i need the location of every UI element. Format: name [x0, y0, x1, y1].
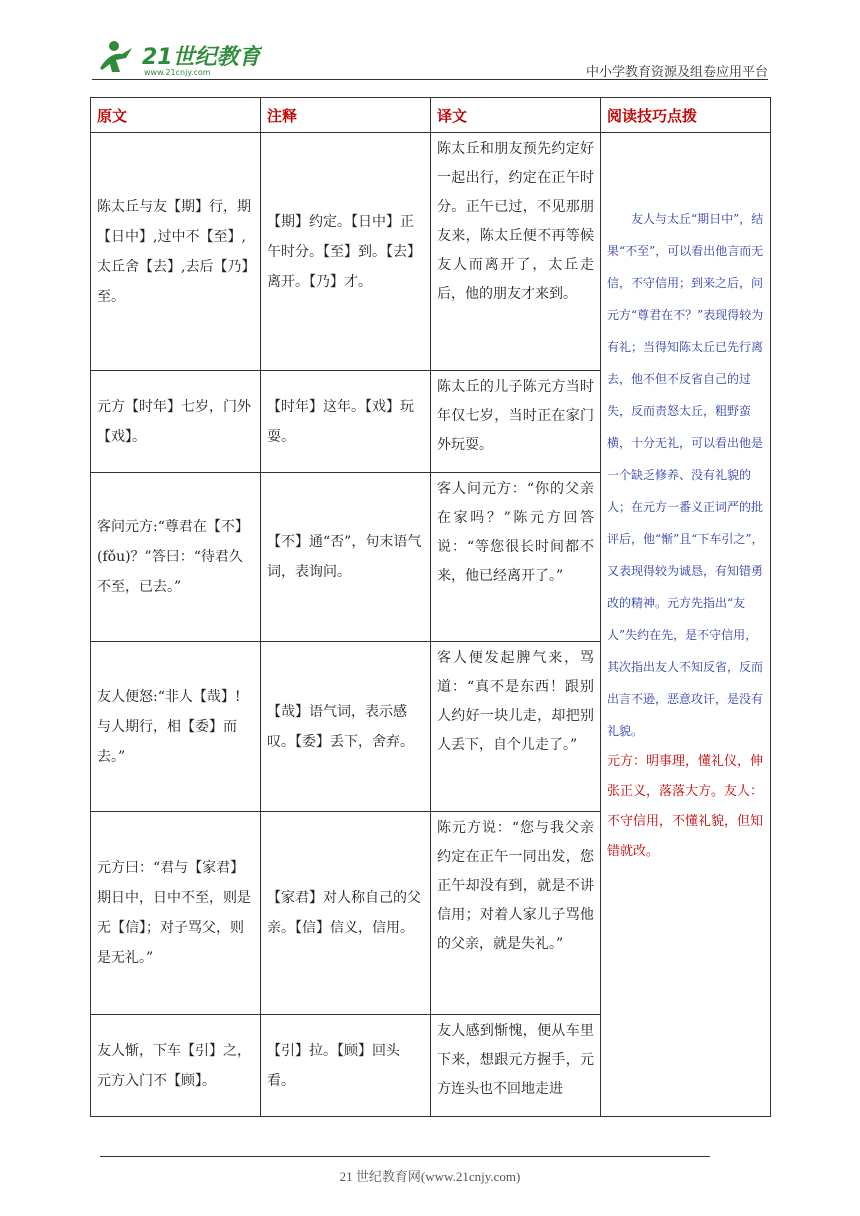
tip-summary: 元方：明事理，懂礼仪，伸张正义，落落大方。友人：不守信用，不懂礼貌，但知错就改。 [607, 754, 764, 859]
svg-text:www.21cnjy.com: www.21cnjy.com [144, 68, 211, 77]
notes-text: 【家君】对人称自己的父亲。【信】信义，信用。 [261, 812, 431, 1015]
original-text: 元方曰：“君与【家君】期日中，日中不至，则是无【信】；对子骂父，则是无礼。” [91, 812, 261, 1015]
translation-text: 陈太丘和朋友预先约定好一起出行，约定在正午时分。正午已过，不见那朋友来，陈太丘便不再等候友人而离开了，太丘走后，他的朋友才来到。 [431, 133, 601, 371]
notes-text: 【时年】这年。【戏】玩耍。 [261, 371, 431, 473]
col-header-notes: 注释 [261, 98, 431, 133]
original-text: 友人便怒:“非人【哉】!与人期行，相【委】而去。” [91, 642, 261, 812]
translation-text: 陈元方说：“您与我父亲约定在正午一同出发，您正午却没有到，就是不讲信用；对着人家儿子骂他的父亲，就是失礼。” [431, 812, 601, 1015]
platform-name: 中小学教育资源及组卷应用平台 [585, 65, 768, 80]
notes-text: 【哉】语气词，表示感叹。【委】丢下，舍弃。 [261, 642, 431, 812]
original-text: 陈太丘与友【期】行，期【日中】,过中不【至】,太丘舍【去】,去后【乃】至。 [91, 133, 261, 371]
original-text: 友人惭，下车【引】之，元方入门不【顾】。 [91, 1015, 261, 1117]
notes-text: 【不】通“否”，句末语气词，表询问。 [261, 473, 431, 642]
original-text: 客问元方:“尊君在【不】(fǒu)？”答曰：“待君久不至，已去。” [91, 473, 261, 642]
page-footer: 21 世纪教育网(www.21cnjy.com) [339, 1169, 521, 1184]
footer-divider [100, 1156, 710, 1157]
lesson-table [90, 97, 771, 1117]
tip-analysis: 友人与太丘“期日中”，结果“不至”，可以看出他言而无信，不守信用；到来之后，问元方“尊君在不？”表现得较为有礼；当得知陈太丘已先行离去，他不但不反省自己的过失，反而责怒太丘，粗野蛮横，十分无礼，可以看出他是一个缺乏修养、没有礼貌的人；在元方一番义正词严的批评后，他“惭”且“下车引之”，又表现得较为诚恳，有知错勇改的精神。元方先指出“友人”失约在先，是不守信用，其次指出友人不知反省，反而出言不逊，恶意攻讦，是没有礼貌。 [607, 212, 764, 738]
notes-text: 【引】拉。【顾】回头看。 [261, 1015, 431, 1117]
table-header-row [91, 98, 771, 133]
original-text: 元方【时年】七岁，门外【戏】。 [91, 371, 261, 473]
col-header-tips: 阅读技巧点拨 [601, 98, 771, 133]
col-header-translation: 译文 [431, 98, 601, 133]
col-header-original: 原文 [91, 98, 261, 133]
site-logo [92, 38, 262, 78]
notes-text: 【期】约定。【日中】正午时分。【至】到。【去】离开。【乃】才。 [261, 133, 431, 371]
reading-tips-cell [601, 133, 771, 1117]
translation-text: 客人问元方：“你的父亲在家吗？”陈元方回答说：“等您很长时间都不来，他已经离开了。” [431, 473, 601, 642]
table-row [91, 133, 771, 371]
header-divider [92, 79, 768, 80]
translation-text: 客人便发起脾气来，骂道：“真不是东西！跟别人约好一块儿走，却把别人丢下，自个儿走了。” [431, 642, 601, 812]
svg-text:21世纪教育: 21世纪教育 [142, 45, 261, 70]
page-header [92, 30, 768, 82]
translation-text: 友人感到惭愧，便从车里下来，想跟元方握手，元方连头也不回地走进 [431, 1015, 601, 1117]
translation-text: 陈太丘的儿子陈元方当时年仅七岁，当时正在家门外玩耍。 [431, 371, 601, 473]
